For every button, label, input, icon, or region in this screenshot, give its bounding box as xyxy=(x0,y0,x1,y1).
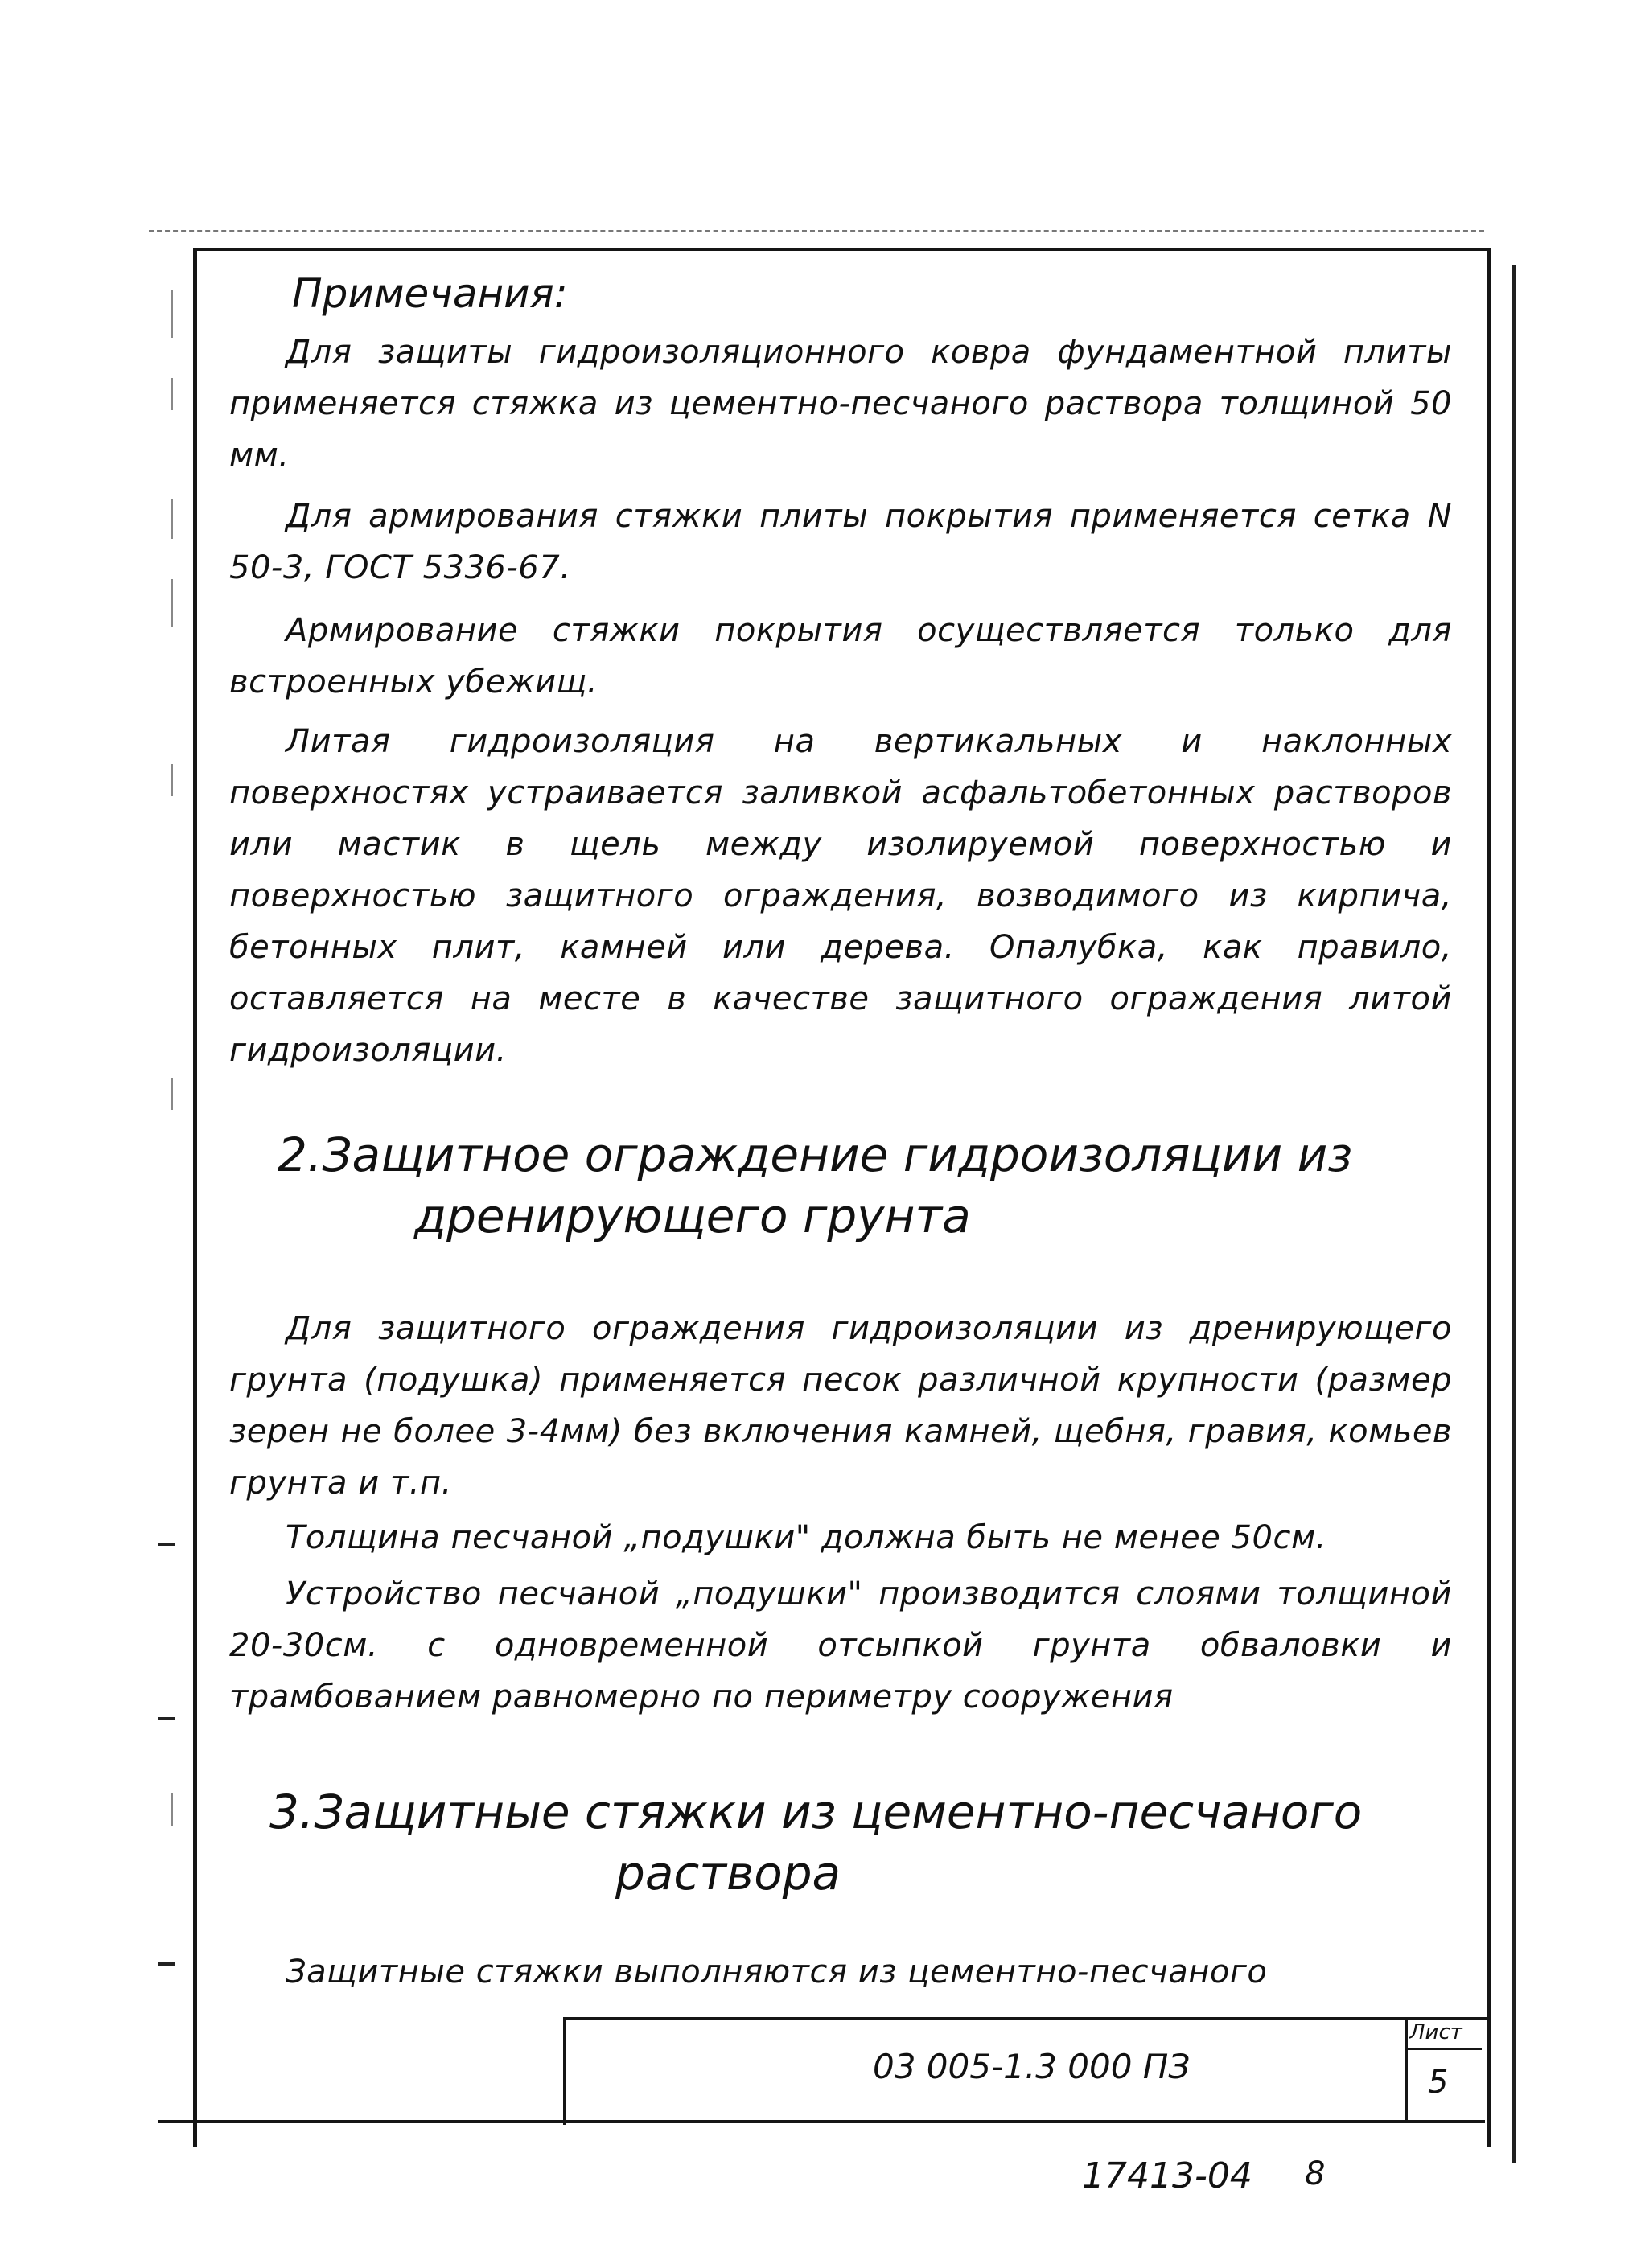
frame-tick xyxy=(158,1543,175,1546)
binding-mark xyxy=(171,1078,173,1110)
sheet-label: Лист xyxy=(1409,2020,1462,2044)
section-3-title xyxy=(269,1781,1362,1904)
binding-mark xyxy=(171,499,173,539)
page-number: 8 xyxy=(1305,2155,1326,2192)
note-paragraph-2: Для армирования стяжки плиты покрытия применяется сетка N 50-3, ГОСТ 5336-67. xyxy=(229,498,1452,586)
sheet-number: 5 xyxy=(1428,2064,1449,2101)
binding-mark xyxy=(171,378,173,410)
section-2-paragraph-2: Толщина песчаной „подушки" должна быть не менее 50см. xyxy=(286,1519,1326,1556)
binding-mark xyxy=(171,764,173,796)
binding-mark xyxy=(171,579,173,627)
frame-tick xyxy=(158,1962,175,1966)
note-paragraph-3: Армирование стяжки покрытия осуществляется только для встроенных убежищ. xyxy=(229,612,1452,701)
page-frame-outer-right xyxy=(1512,265,1516,2163)
binding-mark xyxy=(171,1793,173,1826)
note-paragraph-1: Для защиты гидроизоляционного ковра фундаментной плиты применяется стяжка из цементно-песчаного раствора толщиной 50 мм. xyxy=(229,334,1452,474)
section-2-title-line-2: дренирующего грунта xyxy=(414,1189,971,1243)
section-3-title-line-2: раствора xyxy=(615,1846,841,1900)
scan-top-noise xyxy=(149,230,1484,240)
note-paragraph-4: Литая гидроизоляция на вертикальных и наклонных поверхностях устраивается заливкой асфальтобетонных растворов или мастик в щель между изолируемой поверхностью и поверхностью защитного ограждения, возводимого из кирпича, бетонных плит, камней или дерева. Опалубка, как правило, оставляется на месте в качестве защитного ограждения литой гидроизоляции. xyxy=(229,723,1452,1069)
section-2-paragraph-3: Устройство песчаной „подушки" производится слоями толщиной 20-30см. с одновременной отсыпкой грунта обваловки и трамбованием равномерно по периметру сооружения xyxy=(229,1576,1452,1715)
frame-tick xyxy=(158,1717,175,1720)
section-2-title-line-1: 2.Защитное ограждение гидроизоляции из xyxy=(278,1128,1353,1182)
section-2-title xyxy=(278,1124,1352,1247)
section-3-title-line-1: 3.Защитные стяжки из цементно-песчаного xyxy=(269,1785,1363,1839)
binding-mark xyxy=(171,290,173,338)
notes-heading: Примечания: xyxy=(292,270,568,317)
section-2-paragraph-1: Для защитного ограждения гидроизоляции из дренирующего грунта (подушка) применяется песок различной крупности (размер зерен не более 3-4мм) без включения камней, щебня, гравия, комьев грунта и т.п. xyxy=(229,1310,1452,1502)
document-code: 03 005-1.3 000 ПЗ xyxy=(873,2047,1191,2086)
sheet-number-separator xyxy=(1405,2048,1482,2050)
section-3-paragraph-1: Защитные стяжки выполняются из цементно-песчаного xyxy=(286,1954,1268,1991)
archive-code: 17413-04 xyxy=(1082,2155,1252,2196)
